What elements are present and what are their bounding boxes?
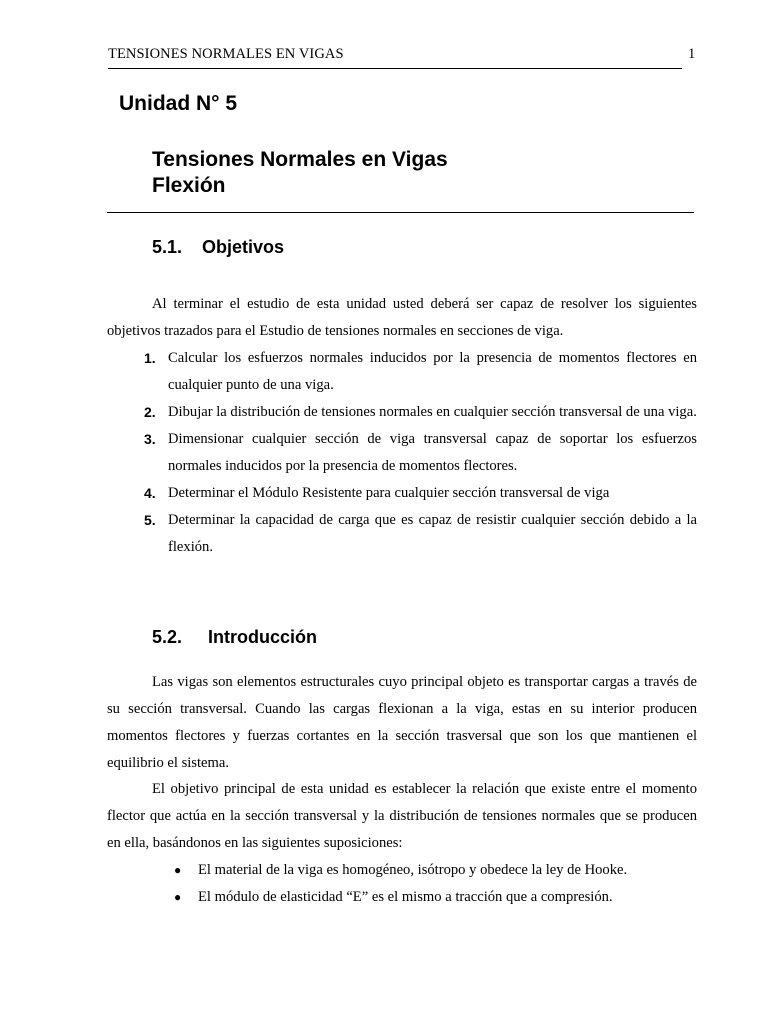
- unit-title: Unidad N° 5: [119, 92, 238, 115]
- list-item-text: El material de la viga es homogéneo, isótropo y obedece la ley de Hooke.: [198, 862, 628, 878]
- section-heading-introduccion: [152, 627, 317, 648]
- running-header-title: TENSIONES NORMALES EN VIGAS: [108, 46, 344, 62]
- title-divider: [107, 212, 694, 213]
- chapter-title: [152, 147, 448, 199]
- bullet-icon: ●: [174, 890, 182, 904]
- list-item: [107, 426, 697, 480]
- chapter-title-line2: Flexión: [152, 174, 226, 197]
- assumptions-list: [107, 857, 697, 911]
- list-item-text: Calcular los esfuerzos normales inducidos por la presencia de momentos flectores en cualquier punto de una viga.: [168, 350, 697, 393]
- running-header: [108, 46, 682, 69]
- list-item: [107, 507, 697, 561]
- list-item-number: 4.: [144, 485, 156, 501]
- list-item-number: 2.: [144, 404, 156, 420]
- objetivos-list: [107, 345, 697, 561]
- objetivos-intro-paragraph: Al terminar el estudio de esta unidad usted deberá ser capaz de resolver los siguientes objetivos trazados para el Estudio de tensiones normales en secciones de viga.: [107, 296, 697, 339]
- list-item: [107, 857, 697, 884]
- section-number: 5.2.: [152, 627, 183, 647]
- section-title: Introducción: [208, 627, 317, 647]
- bullet-icon: ●: [174, 863, 182, 877]
- list-item-text: Dimensionar cualquier sección de viga transversal capaz de soportar los esfuerzos normales inducidos por la presencia de momentos flectores.: [168, 431, 697, 474]
- list-item-text: Determinar la capacidad de carga que es capaz de resistir cualquier sección debido a la flexión.: [168, 512, 697, 555]
- list-item-text: Determinar el Módulo Resistente para cualquier sección transversal de viga: [168, 485, 610, 501]
- list-item-number: 3.: [144, 431, 156, 447]
- section-number: 5.1.: [152, 237, 183, 257]
- introduccion-paragraph-2: El objetivo principal de esta unidad es establecer la relación que existe entre el momento flector que actúa en la sección transversal y la distribución de tensiones normales que se producen en ella, basándonos en las siguientes suposiciones:: [107, 781, 697, 851]
- list-item: [107, 399, 697, 426]
- page-number: 1: [688, 46, 696, 62]
- section-heading-objetivos: [152, 237, 284, 258]
- list-item-text: El módulo de elasticidad “E” es el mismo a tracción que a compresión.: [198, 889, 613, 905]
- list-item-text: Dibujar la distribución de tensiones normales en cualquier sección transversal de una viga.: [168, 404, 697, 420]
- chapter-title-line1: Tensiones Normales en Vigas: [152, 148, 448, 171]
- section-title: Objetivos: [202, 237, 285, 257]
- list-item: [107, 884, 697, 911]
- list-item: [107, 480, 697, 507]
- list-item-number: 5.: [144, 512, 156, 528]
- list-item: [107, 345, 697, 399]
- list-item-number: 1.: [144, 350, 156, 366]
- introduccion-paragraph-1: Las vigas son elementos estructurales cuyo principal objeto es transportar cargas a través de su sección transversal. Cuando las cargas flexionan a la viga, estas en su interior producen momentos flectores y fuerzas cortantes en la sección trasversal que son los que mantienen el equilibrio el sistema.: [107, 674, 697, 771]
